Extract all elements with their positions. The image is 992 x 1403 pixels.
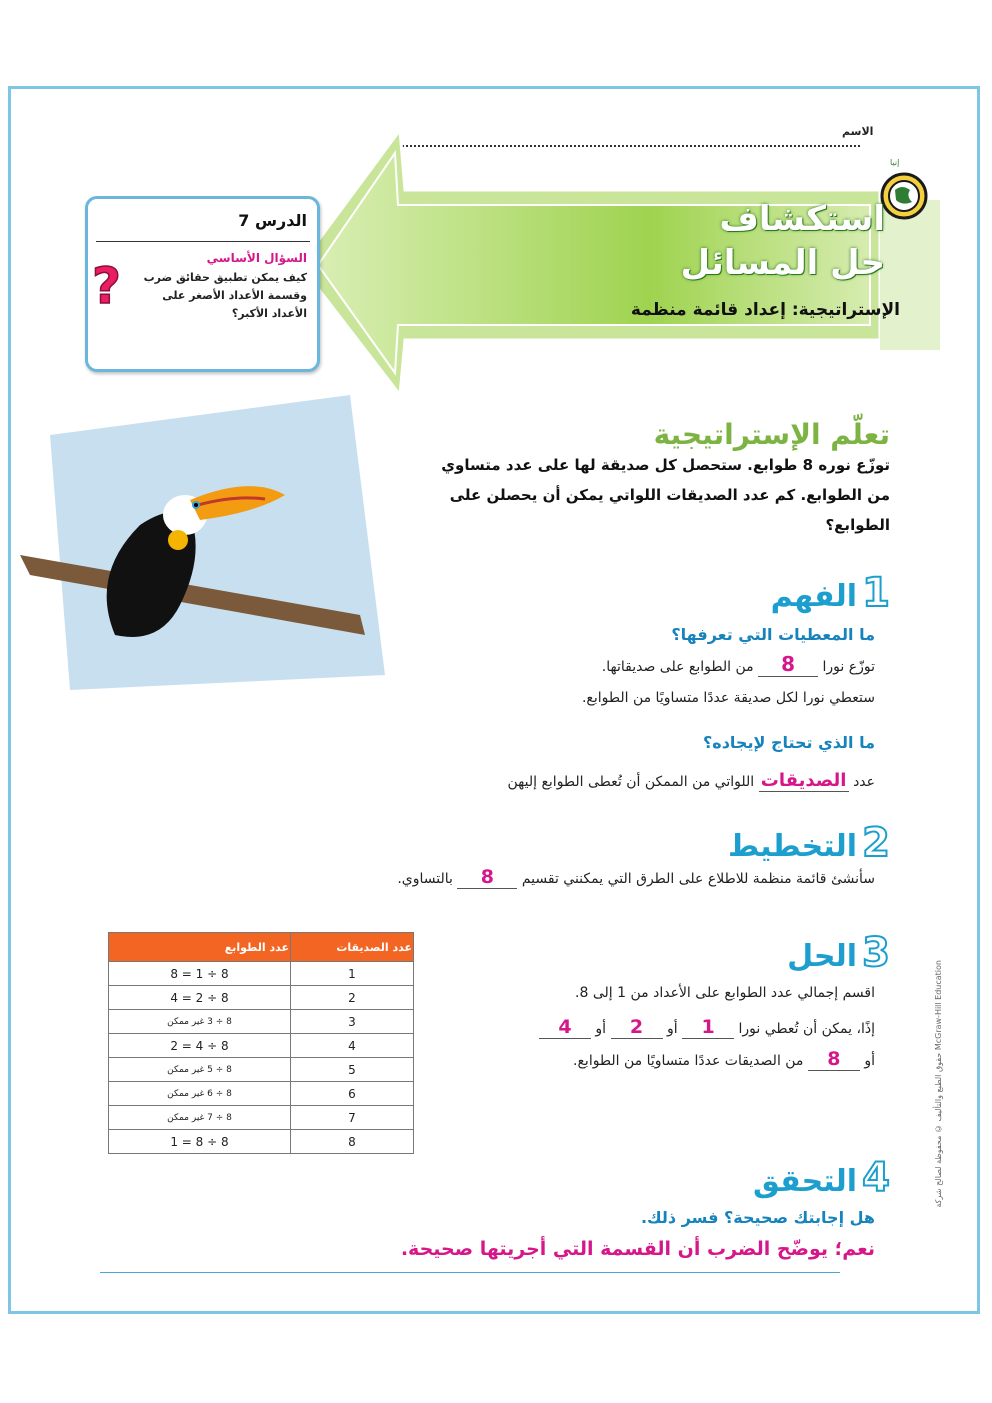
step3-answer-8: 8 [808, 1048, 860, 1071]
table-cell: 7 [291, 1106, 414, 1130]
essential-question-label: السؤال الأساسي [206, 251, 307, 265]
copyright-side-note: حقوق الطبع والتأليف © محفوظة لصالح شركة McGraw-Hill Education [934, 960, 943, 1208]
table-row [109, 1058, 414, 1082]
table-cell: 8 [291, 1130, 414, 1154]
step1-number: 1 [862, 570, 890, 616]
step3-line3: أو 8 من الصديقات عددًا متساويًا من الطوابع. [573, 1048, 875, 1070]
step4-title: التحقق [753, 1164, 858, 1199]
step1-line3: عدد الصديقات اللواتي من الممكن أن تُعطى الطوابع إليهن [507, 770, 875, 791]
table-cell: 8 ÷ 8 = 1 [109, 1130, 291, 1154]
badge-label: إنيا [890, 158, 900, 167]
table-row [109, 1106, 414, 1130]
table-cell: 8 ÷ 6 غير ممكن [109, 1082, 291, 1106]
step1-line1: توزّع نورا 8 من الطوابع على صديقاتها. [601, 652, 875, 676]
table-header-row [109, 933, 414, 962]
step2-answer-8: 8 [457, 866, 517, 889]
table-cell: 8 ÷ 3 غير ممكن [109, 1010, 291, 1034]
step2-line: سأنشئ قائمة منظمة للاطلاع على الطرق التي يمكنني تقسيم 8 بالتساوي. [397, 866, 875, 888]
step3-answer-1: 1 [682, 1016, 734, 1039]
step3-line1: اقسم إجمالي عدد الطوابع على الأعداد من 1 إلى 8. [575, 985, 875, 1001]
step1-line2: ستعطي نورا لكل صديقة عددًا متساويًا من الطوابع. [581, 690, 875, 706]
learn-title: تعلّم الإستراتيجية [653, 418, 890, 451]
table-row [109, 986, 414, 1010]
step4-answer: نعم؛ يوضّح الضرب أن القسمة التي أجريتها صحيحة. [400, 1238, 875, 1260]
table-cell: 5 [291, 1058, 414, 1082]
banner-title-line1: استكشاف [719, 199, 885, 239]
table-row [109, 1082, 414, 1106]
step1-answer-8: 8 [758, 652, 818, 677]
step3-number: 3 [862, 930, 890, 976]
table-cell: 8 ÷ 7 غير ممكن [109, 1106, 291, 1130]
name-label: الاسم [842, 125, 874, 138]
table-cell: 1 [291, 962, 414, 986]
question-mark-icon [88, 257, 124, 311]
organized-list-table [108, 932, 414, 1154]
step2-header [560, 820, 890, 866]
table-cell: 3 [291, 1010, 414, 1034]
step4-number: 4 [862, 1155, 890, 1201]
table-row [109, 962, 414, 986]
lesson-card [85, 196, 320, 372]
step3-header [560, 930, 890, 976]
table-cell: 8 ÷ 4 = 2 [109, 1034, 291, 1058]
table-cell: 4 [291, 1034, 414, 1058]
step1-question1: ما المعطيات التي تعرفها؟ [671, 625, 875, 644]
lesson-number: الدرس 7 [238, 211, 307, 230]
step4-header [560, 1155, 890, 1201]
step3-title: الحل [787, 939, 858, 974]
table-row [109, 1130, 414, 1154]
table-row [109, 1010, 414, 1034]
step3-answer-2: 2 [611, 1016, 663, 1039]
step1-header [560, 570, 890, 616]
table-cell: 6 [291, 1082, 414, 1106]
learn-problem: توزّع نوره 8 طوابع. ستحصل كل صديقة لها على عدد متساوي من الطوابع. كم عدد الصديقات اللواتي يمكن أن يحصلن على الطوابع؟ [441, 456, 890, 534]
table-header-friends: عدد الصديقات [291, 933, 414, 962]
banner-title-line2: حل المسائل [680, 243, 885, 283]
essential-question: كيف يمكن تطبيق حقائق ضرب وقسمة الأعداد الأصغر على الأعداد الأكبر؟ [143, 271, 307, 320]
answer-underline [100, 1272, 840, 1273]
step4-question: هل إجابتك صحيحة؟ فسر ذلك. [640, 1208, 875, 1227]
step3-answer-4: 4 [539, 1016, 591, 1039]
strategy-subtitle: الإستراتيجية: إعداد قائمة منظمة [630, 300, 900, 320]
lesson-divider [96, 241, 310, 242]
table-cell: 8 ÷ 1 = 8 [109, 962, 291, 986]
toucan-photo [20, 395, 385, 690]
table-cell: 2 [291, 986, 414, 1010]
table-cell: 8 ÷ 5 غير ممكن [109, 1058, 291, 1082]
step2-number: 2 [862, 820, 890, 866]
step1-answer-friends: الصديقات [759, 770, 849, 792]
step3-line2: إذًا، يمكن أن تُعطي نورا 1 أو 2 أو 4 [420, 1016, 875, 1039]
svg-text:?: ? [92, 257, 122, 311]
table-header-stamps: عدد الطوابع [109, 933, 291, 962]
table-row [109, 1034, 414, 1058]
step1-question2: ما الذي تحتاج لإيجاده؟ [702, 733, 875, 752]
table-cell: 8 ÷ 2 = 4 [109, 986, 291, 1010]
step1-title: الفهم [770, 579, 858, 614]
step2-title: التخطيط [728, 829, 858, 864]
